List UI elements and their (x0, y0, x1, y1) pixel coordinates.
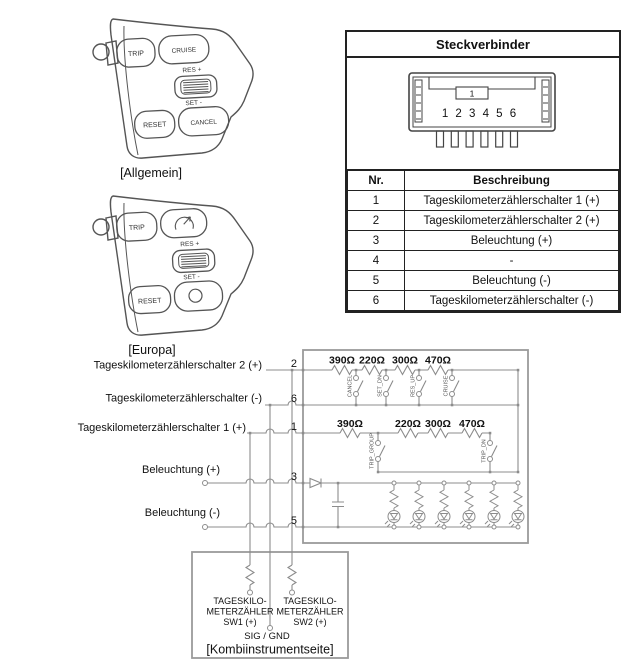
table-header-row (348, 170, 619, 191)
terminal (268, 626, 273, 631)
led-icon (413, 511, 425, 523)
instrument-box-caption: [Kombiinstrumentseite] (206, 642, 334, 657)
connector-pinout-table (347, 169, 619, 311)
cruise-icon-button (160, 208, 207, 238)
pin-desc: Beleuchtung (-) (405, 271, 619, 291)
resistor-value: 390Ω (337, 418, 363, 430)
switch-bezel-outline (110, 196, 253, 335)
sw1-label: SW1 (+) (223, 617, 257, 627)
cruise-speedometer-icon (175, 217, 194, 230)
rocker-hatch (181, 256, 206, 267)
switch-name: SET_DN (377, 375, 384, 397)
reset-button-label: RESET (142, 121, 167, 130)
sig-gnd-label: SIG / GND (244, 631, 290, 642)
cancel-button-label: CANCEL (190, 118, 218, 127)
connector-panel-title: Steckverbinder (347, 32, 619, 58)
led-icon (488, 511, 500, 523)
sw1-label: TAGESKILO- (213, 596, 267, 606)
circuit-diagram (0, 340, 623, 670)
sw1-label: METERZÄHLER (206, 606, 274, 617)
diode-icon (310, 479, 321, 488)
switch-name: RES_UP (410, 374, 417, 398)
terminal (203, 481, 208, 486)
switch-name: TRIP_GROUP (369, 433, 376, 469)
figure-caption-allgemein: [Allgemein] (120, 166, 182, 180)
led-icon (438, 511, 450, 523)
resistor-value: 470Ω (425, 354, 451, 367)
connector-pins (437, 131, 518, 147)
pin-number: 1 (290, 421, 297, 433)
res-plus-label: RES + (180, 240, 200, 249)
sw2-label: SW2 (+) (293, 617, 327, 627)
switch-name: CRUISE (443, 375, 450, 397)
resistor-value: 470Ω (459, 418, 485, 430)
rocker-hatch (183, 81, 208, 92)
trip-button-label: TRIP (128, 224, 146, 233)
table-row (348, 231, 619, 251)
set-minus-label: SET - (183, 273, 200, 282)
col-header-beschreibung: Beschreibung (405, 170, 619, 191)
pin-desc: - (405, 251, 619, 271)
connector-drawing (347, 58, 619, 164)
pin-number: 3 (290, 471, 297, 483)
connector-panel (345, 30, 621, 313)
pin-wire-label: Tageskilometerzählerschalter (-) (105, 392, 262, 405)
pin-wire-label: Tageskilometerzählerschalter 1 (+) (77, 422, 246, 434)
terminal (248, 590, 253, 595)
pin-number: 2 (290, 358, 297, 370)
resistor-value: 220Ω (359, 354, 385, 367)
switch-name: TRIP_DN (481, 439, 488, 463)
led-icon (388, 511, 400, 523)
terminal (290, 590, 295, 595)
resistor-value: 300Ω (392, 354, 418, 367)
capacitor-icon (332, 483, 344, 527)
pin-desc: Tageskilometerzählerschalter (-) (405, 291, 619, 311)
pin-nr: 5 (348, 271, 405, 291)
cruise-button-label: CRUISE (171, 46, 197, 55)
table-row (348, 211, 619, 231)
pin1-marker: 1 (469, 88, 475, 99)
led-icon (512, 511, 524, 523)
pin-desc: Tageskilometerzählerschalter 2 (+) (405, 211, 619, 231)
switch-name: CANCEL (347, 374, 354, 398)
table-row (348, 251, 619, 271)
pin-nr: 4 (348, 251, 405, 271)
table-row (348, 271, 619, 291)
res-plus-label: RES + (182, 66, 202, 75)
pin-desc: Beleuchtung (+) (405, 231, 619, 251)
pin-wire-label: Tageskilometerzählerschalter 2 (+) (93, 359, 262, 372)
sw2-label: TAGESKILO- (283, 596, 337, 606)
resistor-value: 390Ω (329, 354, 355, 367)
resistor-value: 220Ω (395, 418, 421, 430)
col-header-nr: Nr. (348, 170, 405, 191)
led-icon (463, 511, 475, 523)
sw2-label: METERZÄHLER (276, 606, 344, 617)
pin-nr: 6 (348, 291, 405, 311)
terminal (203, 525, 208, 530)
switch-bezel-outline (110, 19, 253, 158)
pin-wire-label: Beleuchtung (+) (142, 464, 220, 476)
pin-number: 6 (290, 393, 297, 405)
pin-desc: Tageskilometerzählerschalter 1 (+) (405, 191, 619, 211)
figure-caption-europa: [Europa] (128, 343, 176, 357)
table-row (348, 291, 619, 311)
pin-nr: 1 (348, 191, 405, 211)
pin-nr: 2 (348, 211, 405, 231)
pin-wire-label: Beleuchtung (-) (144, 507, 220, 519)
set-minus-label: SET - (185, 99, 203, 108)
table-row (348, 191, 619, 211)
pin-nr: 3 (348, 231, 405, 251)
cancel-icon-button (174, 280, 223, 311)
connector-pin-numbers: 1 2 3 4 5 6 (441, 108, 519, 120)
cancel-circle-icon (189, 289, 203, 303)
steering-wheel-switch-allgemein-figure (75, 6, 265, 184)
pin-number: 5 (290, 515, 297, 527)
steering-wheel-switch-europa-figure (75, 183, 265, 361)
reset-button-label: RESET (137, 297, 162, 306)
trip-button-label: TRIP (127, 50, 145, 59)
illumination-leds (385, 481, 524, 529)
resistor-value: 300Ω (425, 418, 451, 430)
